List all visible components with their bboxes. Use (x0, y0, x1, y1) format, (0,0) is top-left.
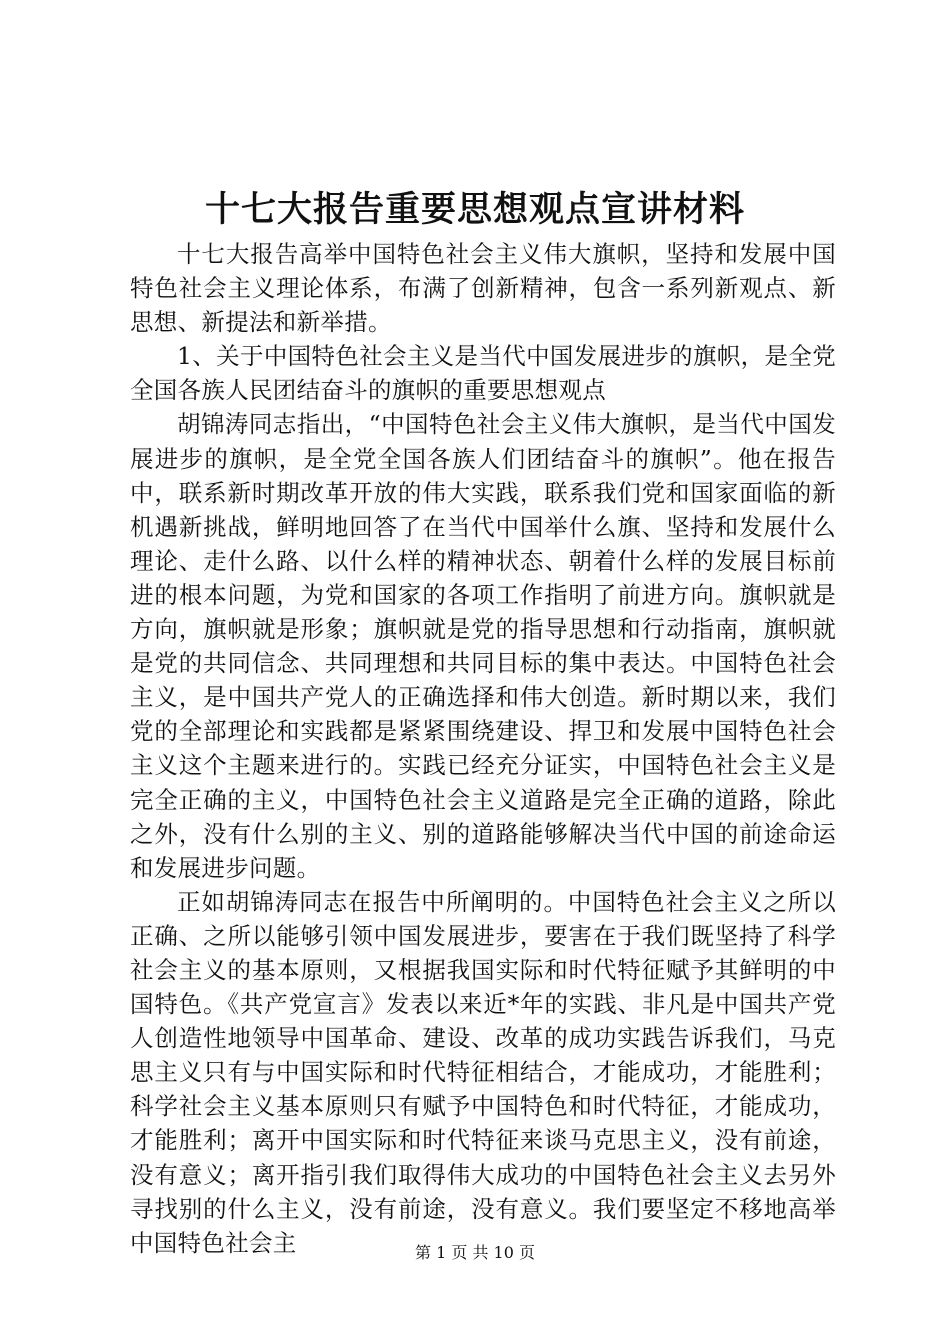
paragraph-section-heading: 1、关于中国特色社会主义是当代中国发展进步的旗帜，是全党全国各族人民团结奋斗的旗帜的重要思想观点 (130, 342, 836, 405)
paragraph-explanation: 正如胡锦涛同志在报告中所阐明的。中国特色社会主义之所以正确、之所以能够引领中国发展进步，要害在于我们既坚持了科学社会主义的基本原则，又根据我国实际和时代特征赋予其鲜明的中国特色。《共产党宣言》发表以来近*年的实践、非凡是中国共产党人创造性地领导中国革命、建设、改革的成功实践告诉我们，马克思主义只有与中国实际和时代特征相结合，才能成功，才能胜利；科学社会主义基本原则只有赋予中国特色和时代特征，才能成功，才能胜利；离开中国实际和时代特征来谈马克思主义，没有前途，没有意义；离开指引我们取得伟大成功的中国特色社会主义去另外寻找别的什么主义，没有前途，没有意义。我们要坚定不移地高举中国特色社会主 (130, 887, 836, 1257)
document-body (130, 237, 836, 1260)
document-title: 十七大报告重要思想观点宣讲材料 (204, 189, 745, 230)
paragraph-hu-jintao-remarks: 胡锦涛同志指出，“中国特色社会主义伟大旗帜，是当代中国发展进步的旗帜，是全党全国各族人们团结奋斗的旗帜”。他在报告中，联系新时期改革开放的伟大实践，联系我们党和国家面临的新机遇新挑战，鲜明地回答了在当代中国举什么旗、坚持和发展什么理论、走什么路、以什么样的精神状态、朝着什么样的发展目标前进的根本问题，为党和国家的各项工作指明了前进方向。旗帜就是方向，旗帜就是形象；旗帜就是党的指导思想和行动指南，旗帜就是党的共同信念、共同理想和共同目标的集中表达。中国特色社会主义，是中国共产党人的正确选择和伟大创造。新时期以来，我们党的全部理论和实践都是紧紧围绕建设、捍卫和发展中国特色社会主义这个主题来进行的。实践已经充分证实，中国特色社会主义是完全正确的主义，中国特色社会主义道路是完全正确的道路，除此之外，没有什么别的主义、别的道路能够解决当代中国的前途命运和发展进步问题。 (130, 410, 836, 882)
paragraph-intro: 十七大报告高举中国特色社会主义伟大旗帜，坚持和发展中国特色社会主义理论体系，布满了创新精神，包含一系列新观点、新思想、新提法和新举措。 (130, 240, 836, 337)
page-number-footer: 第 1 页 共 10 页 (415, 1243, 535, 1262)
